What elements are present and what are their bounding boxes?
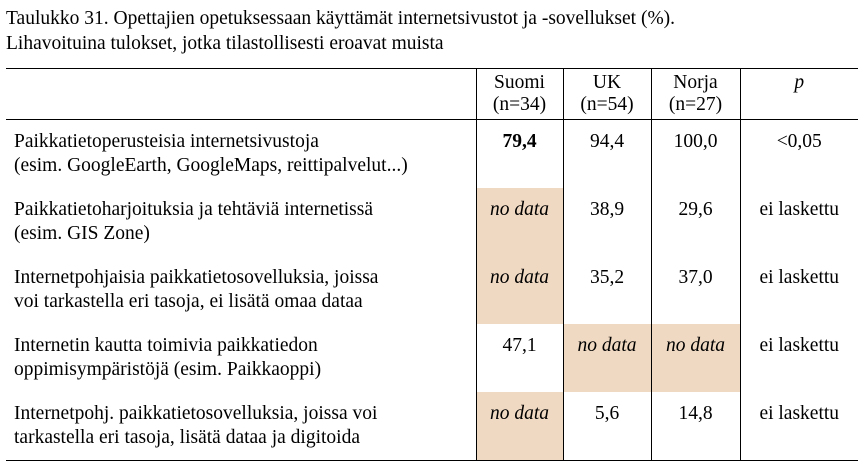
cell-norja: 14,8 bbox=[651, 392, 740, 461]
row-label-line-1: Paikkatietoperusteisia internetsivustoja bbox=[14, 131, 319, 152]
cell-suomi-no-data: no data bbox=[476, 188, 563, 256]
row-label bbox=[6, 120, 476, 188]
cell-suomi: 79,4 bbox=[476, 120, 563, 188]
cell-suomi: 47,1 bbox=[476, 324, 563, 392]
cell-uk: 38,9 bbox=[563, 188, 651, 256]
table-row bbox=[6, 120, 858, 188]
cell-uk: 94,4 bbox=[563, 120, 651, 188]
cell-norja: 29,6 bbox=[651, 188, 740, 256]
row-label-line-1: Internetin kautta toimivia paikkatiedon bbox=[14, 334, 318, 356]
row-label bbox=[6, 392, 476, 461]
cell-p: <0,05 bbox=[740, 120, 858, 188]
caption-line-2: Lihavoituina tulokset, jotka tilastollisesti eroavat muista bbox=[6, 33, 444, 54]
header-uk-name: UK bbox=[592, 72, 622, 93]
table-caption bbox=[6, 6, 858, 56]
row-label bbox=[6, 324, 476, 392]
header-uk-n: (n=54) bbox=[580, 94, 634, 115]
header-row bbox=[6, 69, 858, 120]
table-row bbox=[6, 392, 858, 461]
cell-norja-no-data: no data bbox=[651, 324, 740, 392]
header-norja-name: Norja bbox=[673, 72, 718, 93]
header-label-empty bbox=[6, 69, 476, 120]
cell-uk-no-data: no data bbox=[563, 324, 651, 392]
row-label-line-1: Paikkatietoharjoituksia ja tehtäviä internetissä bbox=[14, 198, 374, 220]
cell-p: ei laskettu bbox=[740, 392, 858, 461]
header-norja bbox=[651, 69, 740, 120]
row-label-line-2: voi tarkastella eri tasoja, ei lisätä omaa dataa bbox=[14, 290, 363, 312]
header-norja-n: (n=27) bbox=[668, 94, 723, 115]
row-label-line-2: (esim. GoogleEarth, GoogleMaps, reittipalvelut...) bbox=[14, 155, 408, 176]
table-row bbox=[6, 324, 858, 392]
cell-norja: 37,0 bbox=[651, 256, 740, 324]
cell-p: ei laskettu bbox=[740, 188, 858, 256]
cell-suomi-no-data: no data bbox=[476, 256, 563, 324]
row-label-line-2: oppimisympäristöjä (esim. Paikkaoppi) bbox=[14, 358, 322, 380]
header-suomi-name: Suomi bbox=[494, 72, 545, 93]
header-p: p bbox=[740, 69, 858, 120]
cell-uk: 35,2 bbox=[563, 256, 651, 324]
cell-norja: 100,0 bbox=[651, 120, 740, 188]
results-table bbox=[6, 68, 858, 461]
row-label-line-2: tarkastella eri tasoja, lisätä dataa ja digitoida bbox=[14, 426, 360, 448]
header-uk bbox=[563, 69, 651, 120]
table-row bbox=[6, 188, 858, 256]
row-label-line-1: Internetpohj. paikkatietosovelluksia, joissa voi bbox=[14, 402, 378, 424]
table-row bbox=[6, 256, 858, 324]
row-label bbox=[6, 188, 476, 256]
caption-line-1: Taulukko 31. Opettajien opetuksessaan käyttämät internetsivustot ja -sovellukset (%). bbox=[6, 8, 676, 29]
header-suomi bbox=[476, 69, 563, 120]
cell-p: ei laskettu bbox=[740, 256, 858, 324]
cell-suomi-no-data: no data bbox=[476, 392, 563, 461]
cell-uk: 5,6 bbox=[563, 392, 651, 461]
header-suomi-n: (n=34) bbox=[492, 94, 547, 115]
row-label-line-2: (esim. GIS Zone) bbox=[14, 222, 150, 244]
row-label-line-1: Internetpohjaisia paikkatietosovelluksia, joissa bbox=[14, 266, 379, 288]
row-label bbox=[6, 256, 476, 324]
cell-p: ei laskettu bbox=[740, 324, 858, 392]
